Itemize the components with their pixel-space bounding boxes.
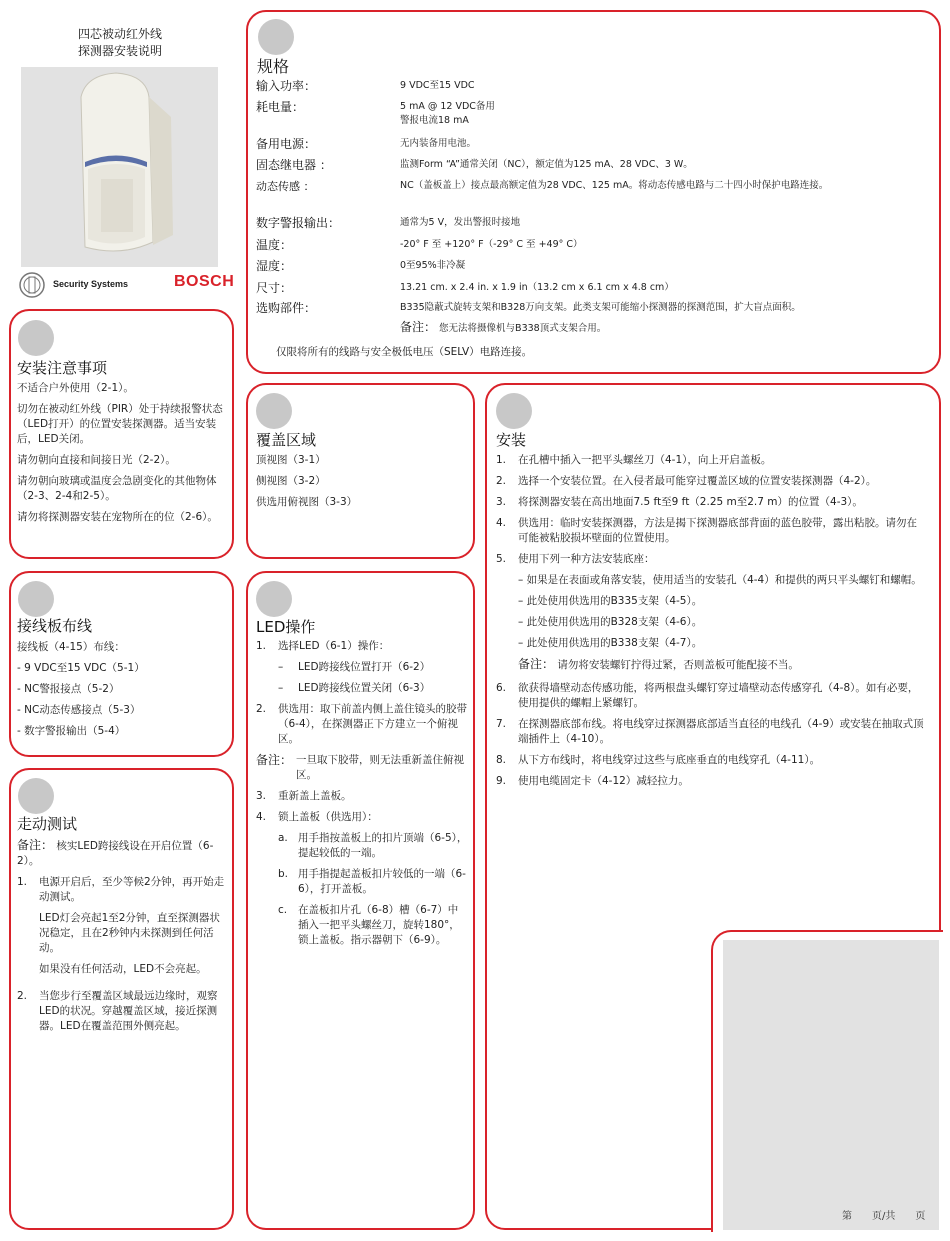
led-panel bbox=[246, 571, 475, 1230]
install-content bbox=[496, 453, 926, 795]
walktest-content: 备注： 核实LED跨接线设在开启位置（6-2）。 1. 电源开启后，至少等候2分钟，再开始走动测试。 LED灯会亮起1至2分钟，直至探测器状况稳定，且在2秒钟内未探测到任何活动。 如果没有任何活动，LED不会亮起。 2. 当您步行至覆盖区域最远边缘时，观察LED的状况。穿越覆盖区域，接近探测器。LED在覆盖范围外侧亮起。 bbox=[17, 838, 227, 1040]
bosch-armature-icon bbox=[18, 271, 46, 299]
list-item: 1. 电源开启后，至少等候2分钟，再开始走动测试。 LED灯会亮起1至2分钟，直至探测器状况稳定，且在2秒钟内未探测到任何活动。 如果没有任何活动，LED不会亮起。 bbox=[17, 876, 225, 975]
sub-item: a. 用手指按盖板上的扣片顶端（6-5），提起较低的一端。 bbox=[278, 832, 468, 859]
section-circle-icon bbox=[18, 778, 54, 814]
coverage-title: 覆盖区域 bbox=[256, 431, 317, 449]
led-content bbox=[256, 639, 468, 954]
sub-item: – LED跨接线位置打开（6-2） bbox=[278, 661, 431, 673]
wiring-panel bbox=[9, 571, 234, 757]
title-line-2: 探测器安装说明 bbox=[77, 44, 162, 58]
list-item: 2. 选择一个安装位置。在入侵者最可能穿过覆盖区域的位置安装探测器（4-2）。 bbox=[496, 475, 877, 487]
list-item: 1. 在孔槽中插入一把平头螺丝刀（4-1），向上开启盖板。 bbox=[496, 454, 772, 466]
precautions-panel bbox=[9, 309, 234, 559]
section-circle-icon bbox=[18, 320, 54, 356]
page-number: 第 页/共 页 bbox=[842, 1211, 926, 1222]
product-image bbox=[21, 67, 218, 267]
note: 备注： 一旦取下胶带，则无法重新盖住俯视区。 bbox=[256, 753, 464, 781]
security-systems-label: Security Systems bbox=[53, 279, 129, 289]
sub-item: – LED跨接线位置关闭（6-3） bbox=[278, 682, 431, 694]
wiring-list: 接线板（4-15）布线： - 9 VDC至15 VDC（5-1） - NC警报接点（5-2） - NC动态传感接点（5-3） - 数字警报输出（5-4） bbox=[17, 641, 145, 737]
specs-title: 规格 bbox=[257, 57, 290, 76]
document-title bbox=[20, 26, 220, 60]
list-item: 8. 从下方布线时，将电线穿过这些与底座垂直的电线穿孔（4-11）。 bbox=[496, 754, 821, 766]
precautions-title: 安装注意事项 bbox=[17, 359, 108, 377]
coverage-panel bbox=[246, 383, 475, 559]
sub-item: b. 用手指提起盖板扣片较低的一端（6-6），打开盖板。 bbox=[278, 868, 466, 895]
note: 备注： 请勿将安装螺钉拧得过紧，否则盖板可能配接不当。 bbox=[518, 657, 799, 671]
install-title: 安装 bbox=[496, 431, 527, 449]
bosch-logo: BOSCH bbox=[174, 273, 235, 290]
sub-item: – 此处使用供选用的B338支架（4-7）。 bbox=[518, 637, 703, 649]
list-item: 6. 欲获得墙壁动态传感功能，将两根盘头螺钉穿过墙壁动态传感穿孔（4-8）。如有必要，使用提供的螺帽上紧螺钉。 bbox=[496, 682, 919, 709]
sub-item: – 此处使用供选用的B328支架（4-6）。 bbox=[518, 616, 703, 628]
section-circle-icon bbox=[18, 581, 54, 617]
sub-item: – 如果是在表面或角落安装，使用适当的安装孔（4-4）和提供的两只平头螺钉和螺帽。 bbox=[518, 574, 922, 586]
section-circle-icon bbox=[258, 19, 294, 55]
section-circle-icon bbox=[256, 581, 292, 617]
list-item: 3. 将探测器安装在高出地面7.5 ft至9 ft（2.25 m至2.7 m）的位置（4-3）。 bbox=[496, 496, 863, 508]
list-item: 3. 重新盖上盖板。 bbox=[256, 790, 352, 802]
coverage-list: 顶视图（3-1） 侧视图（3-2） 供选用俯视图（3-3） bbox=[256, 454, 358, 508]
sub-item: – 此处使用供选用的B335支架（4-5）。 bbox=[518, 595, 703, 607]
list-item: 4. 锁上盖板（供选用）： bbox=[256, 811, 378, 823]
detector-illustration bbox=[21, 67, 218, 267]
walktest-title: 走动测试 bbox=[17, 815, 78, 833]
led-title: LED操作 bbox=[256, 618, 316, 636]
title-line-1: 四芯被动红外线 bbox=[77, 27, 162, 41]
walktest-panel bbox=[9, 768, 234, 1230]
image-placeholder bbox=[723, 940, 939, 1230]
list-item: 2. 供选用：取下前盖内侧上盖住镜头的胶带（6-4），在探测器正下方建立一个俯视区。 bbox=[256, 703, 467, 745]
selv-notice: 仅限将所有的线路与安全极低电压（SELV）电路连接。 bbox=[276, 346, 533, 358]
list-item: 2. 当您步行至覆盖区域最远边缘时，观察LED的状况。穿越覆盖区域，接近探测器。LED在覆盖范围外侧亮起。 bbox=[17, 990, 218, 1032]
list-item: 9. 使用电缆固定卡（4-12）减轻拉力。 bbox=[496, 775, 689, 787]
list-item: 5. 使用下列一种方法安装底座： bbox=[496, 553, 655, 565]
sub-item: c. 在盖板扣片孔（6-8）槽（6-7）中插入一把平头螺丝刀，旋转180°，锁上盖板。指示器朝下（6-9）。 bbox=[278, 904, 460, 946]
section-circle-icon bbox=[496, 393, 532, 429]
list-item: 1. 选择LED（6-1）操作： bbox=[256, 640, 390, 652]
precautions-list: 不适合户外使用（2-1）。 切勿在被动红外线（PIR）处于持续报警状态（LED打开）的位置安装探测器。适当安装后，LED关闭。 请勿朝向直接和间接日光（2-2）。 请勿朝向玻璃或温度会急剧变化的其他物体（2-3、2-4和2-5）。 请勿将探测器安装在宠物所在的位（2-6）。 bbox=[17, 382, 223, 523]
brand-row bbox=[16, 270, 236, 300]
section-circle-icon bbox=[256, 393, 292, 429]
list-item: 7. 在探测器底部布线。将电线穿过探测器底部适当直径的电线孔（4-9）或安装在抽取式顶端插件上（4-10）。 bbox=[496, 718, 924, 745]
wiring-title: 接线板布线 bbox=[17, 617, 93, 635]
list-item: 4. 供选用：临时安装探测器，方法是揭下探测器底部背面的蓝色胶带，露出粘胶。请勿在可能被粘胶损坏壁面的位置使用。 bbox=[496, 517, 917, 544]
